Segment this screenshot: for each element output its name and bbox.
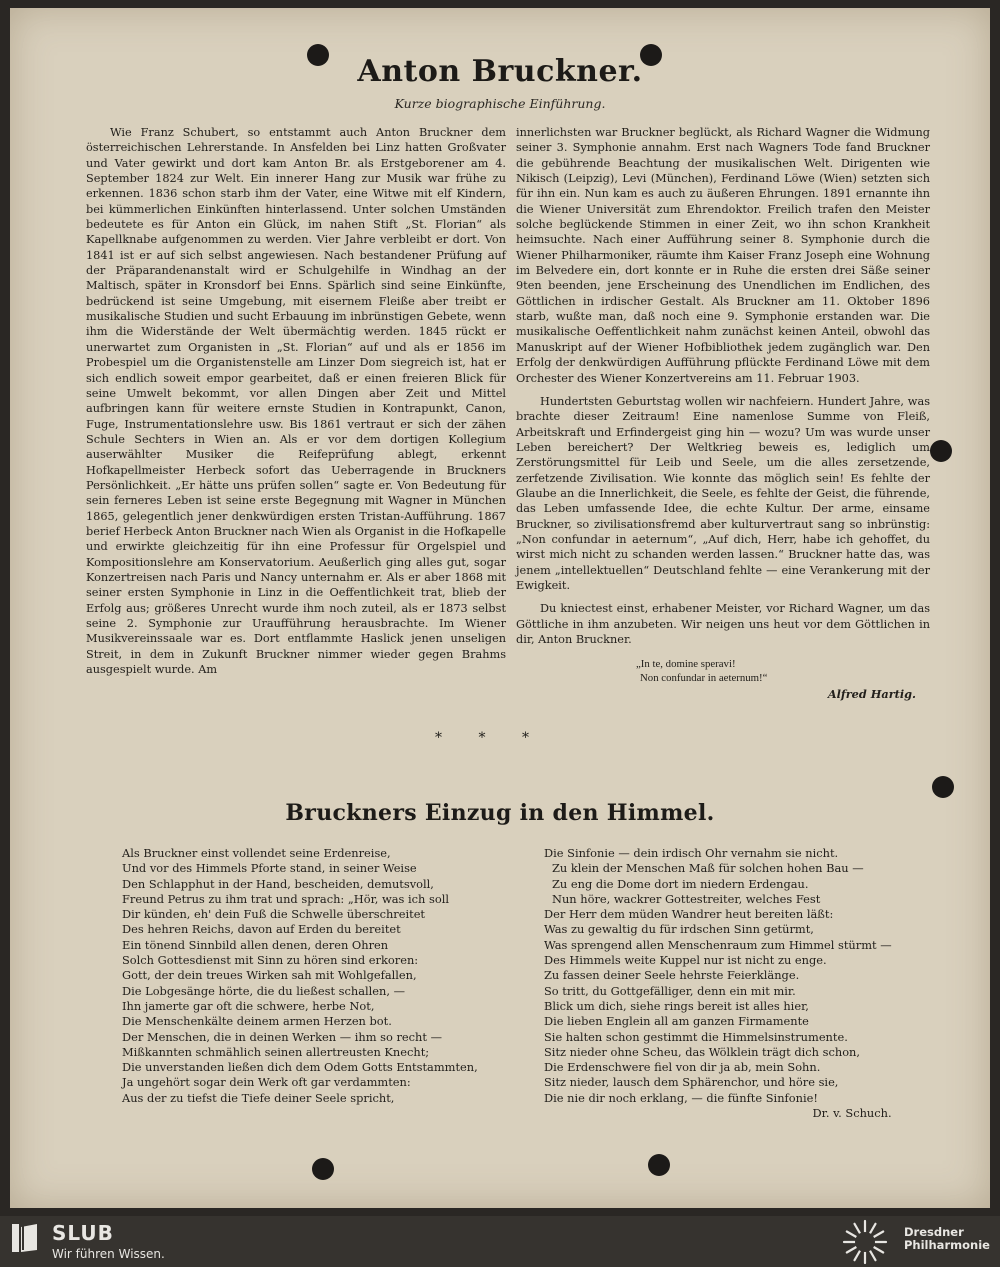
article-right-column bbox=[516, 125, 930, 703]
poem-line: Die unverstanden ließen dich dem Odem Gotts Entstammten, bbox=[122, 1060, 478, 1075]
partner-name-line: Dresdner bbox=[904, 1225, 964, 1239]
author-signature: Alfred Hartig. bbox=[827, 687, 916, 702]
poem-line: Zu eng die Dome dort im niedern Erdengau. bbox=[552, 876, 809, 891]
poem-line: Zu klein der Menschen Maß für solchen hohen Bau — bbox=[552, 861, 864, 876]
library-name[interactable]: SLUB bbox=[52, 1221, 114, 1245]
philharmonie-sunburst-icon[interactable] bbox=[842, 1219, 888, 1265]
poem-line: Ihn jamerte gar oft die schwere, herbe Not, bbox=[122, 998, 375, 1013]
poem-line: Die Menschenkälte deinem armen Herzen bot. bbox=[122, 1014, 392, 1029]
library-tagline: Wir führen Wissen. bbox=[52, 1247, 165, 1261]
article-paragraph: Hundertsten Geburtstag wollen wir nachfeiern. Hundert Jahre, was brachte dieser Zeitraum! Eine namenlose Summe von Fleiß, Arbeitskraft und Erfindergeist ging hin — wozu? Um was wurde unser Leben bereichert? Der Weltkrieg beweis es, lediglich um Zerstörungsmittel für Leib und Seele, um die alles zersetzende, zerfetzende Zivilisation. Wie konnte das möglich sein! Es fehlte der Glaube an die Innerlichkeit, die Seele, es fehlte der Geist, die führende, das Leben umfassende Idee, die echte Kultur. Der arme, einsame Bruckner, so zivilisationsfremd aber kulturvertraut sang so inbrünstig: „Non confundar in aeternum“, „Auf dich, Herr, habe ich gehoffet, du wirst mich nicht zu schanden werden lassen.“ Bruckner hatte das, was jenem „intellektuellen“ Deutschland fehlte — eine Verankerung mit der Ewigkeit. bbox=[516, 394, 930, 592]
punch-hole bbox=[932, 776, 954, 798]
poem-line: Die Erdenschwere fiel von dir ja ab, mein Sohn. bbox=[544, 1060, 821, 1075]
poem-line: Gott, der dein treues Wirken sah mit Wohlgefallen, bbox=[122, 968, 417, 983]
poem-line: Sitz nieder ohne Scheu, das Wölklein trägt dich schon, bbox=[544, 1044, 861, 1059]
poem-left-column bbox=[122, 846, 478, 1106]
partner-name[interactable] bbox=[904, 1226, 990, 1252]
poem-line: Freund Petrus zu ihm trat und sprach: „Hör, was ich soll bbox=[122, 891, 449, 906]
article-paragraph: innerlichsten war Bruckner beglückt, als Richard Wagner die Widmung seiner 3. Symphonie annahm. Erst nach Wagners Tode fand Bruckner die gebührende Beachtung der musikalischen Welt. Dirigenten wie Nikisch (Leipzig), Levi (München), Ferdinand Löwe (Wien) setzten sich für ihn ein. Nun kam es auch zu äußeren Ehrungen. 1891 ernannte ihn die Wiener Universität zum Ehrendoktor. Freilich trafen den Meister solche beglückende Stimmen in einer Zeit, wo ihn schon Krankheit heimsuchte. Nach einer Aufführung seiner 8. Symphonie durch die Wiener Philharmoniker, räumte ihm Kaiser Franz Joseph eine Wohnung im Belvedere ein, dort konnte er in Ruhe die ersten drei Säße seiner 9ten beenden, jene Erscheinung des Unendlichen im Endlichen, des Göttlichen in irdischer Gestalt. Als Bruckner am 11. Oktober 1896 starb, wußte man, daß noch eine 9. Symphonie erstanden war. Die musikalische Oeffentlichkeit nahm zunächst keinen Anteil, obwohl das Manuskript auf der Wiener Hofbibliothek jedem zugänglich war. Den Erfolg der denkwürdigen Aufführung pflückte Ferdinand Löwe mit dem Orchester des Wiener Konzertvereins am 11. Februar 1903. bbox=[516, 126, 930, 385]
punch-hole bbox=[648, 1154, 670, 1176]
poem-author: Dr. v. Schuch. bbox=[812, 1106, 892, 1121]
poem-line: Ja ungehört sogar dein Werk oft gar verdammten: bbox=[122, 1075, 411, 1090]
poem-line: Die nie dir noch erklang, — die fünfte Sinfonie! bbox=[544, 1090, 818, 1105]
footer-bar bbox=[0, 1216, 1000, 1267]
punch-hole bbox=[312, 1158, 334, 1180]
poem-line: Ein tönend Sinnbild allen denen, deren Ohren bbox=[122, 937, 389, 952]
poem-line: Die Sinfonie — dein irdisch Ohr vernahm sie nicht. bbox=[544, 846, 839, 860]
section-separator: * * * bbox=[435, 730, 545, 746]
poem-line: Nun höre, wackrer Gottestreiter, welches Fest bbox=[552, 891, 821, 906]
poem-title: Bruckners Einzug in den Himmel. bbox=[285, 800, 715, 826]
poem-right-column bbox=[544, 846, 892, 1121]
poem-line: Mißkannten schmählich seinen allertreusten Knecht; bbox=[122, 1044, 430, 1059]
latin-quote bbox=[636, 657, 930, 685]
poem-line: Die lieben Englein all am ganzen Firmamente bbox=[544, 1014, 809, 1029]
poem-line: Der Menschen, die in deinen Werken — ihm so recht — bbox=[122, 1029, 442, 1044]
poem-line: Solch Gottesdienst mit Sinn zu hören sind erkoren: bbox=[122, 953, 419, 968]
article-paragraph: Du kniectest einst, erhabener Meister, vor Richard Wagner, um das Göttliche in ihm anzubeten. Wir neigen uns heut vor dem Göttlichen in dir, Anton Bruckner. bbox=[516, 602, 930, 646]
poem-line: Der Herr dem müden Wandrer heut bereiten läßt: bbox=[544, 907, 834, 922]
poem-line: Und vor des Himmels Pforte stand, in seiner Weise bbox=[122, 861, 417, 876]
poem-line: Des Himmels weite Kuppel nur ist nicht zu enge. bbox=[544, 953, 827, 968]
poem-line: Den Schlapphut in der Hand, bescheiden, demutsvoll, bbox=[122, 876, 434, 891]
poem-line: Blick um dich, siehe rings bereit ist alles hier, bbox=[544, 998, 809, 1013]
poem-line: Sitz nieder, lausch dem Sphärenchor, und höre sie, bbox=[544, 1075, 839, 1090]
quote-line: „In te, domine speravi! bbox=[636, 658, 736, 671]
article-paragraph: Wie Franz Schubert, so entstammt auch Anton Bruckner dem österreichischen Lehrerstande. In Ansfelden bei Linz hatten Großvater und Vater gewirkt und dort kam Anton Br. als Erstgeborener am 4. September 1824 zur Welt. Ein innerer Hang zur Musik war frühe zu erkennen. 1836 schon starb ihm der Vater, eine Witwe mit elf Kindern, bei kümmerlichen Einkünften hinterlassend. Unter solchen Umständen bedeutete es für Anton ein Glück, im nahen Stift „St. Florian“ als Kapellknabe aufgenommen zu werden. Vier Jahre verbleibt er dort. Von 1841 ist er auf sich selbst angewiesen. Nach bestandener Prüfung auf der Präparandenanstalt wird er Schulgehilfe in Windhag an der Maltisch, später in Kronsdorf bei Enns. Spärlich sind seine Einkünfte, bedrückend ist seine Umgebung, mit eisernem Fleiße aber treibt er musikalische Studien und sucht Erbauung im inbrünstigen Gebete, wenn ihm die Widerstände der Welt übermächtig werden. 1845 rückt er unerwartet zum Organisten in „St. Florian“ auf und als er 1856 im Probespiel um die Organistenstelle am Linzer Dom siegreich ist, hat er sich endlich soweit empor gearbeitet, daß er einen freieren Blick für seine Umwelt bekommt, vor allen Dingen aber Zeit und Mittel aufbringen kann für weitere ernste Studien in Kontrapunkt, Canon, Fuge, Instrumentationslehre usw. Bis 1861 vertraut er sich der zähen Schule Sechters in Wien an. Als er vor dem dortigen Kollegium auserwählter Musiker die Reifeprüfung ablegt, erkennt Hofkapellmeister Herbeck sofort das Ueberragende in Bruckners Persönlichkeit. „Er hätte uns prüfen sollen“ sagte er. Von Bedeutung für sein ferneres Leben ist seine erste Begegnung mit Wagner in München 1865, gelegentlich jener denkwürdigen ersten Tristan-Aufführung. 1867 berief Herbeck Anton Bruckner nach Wien als Organist in die Hofkapelle und erwirkte gleichzeitig für ihn eine Professur für Orgelspiel und Kompositionslehre am Konservatorium. Aeußerlich ging alles gut, sogar Konzertreisen nach Paris und Nancy unternahm er. Als er aber 1868 mit seiner ersten Symphonie in Linz in die Oeffentlichkeit trat, blieb der Erfolg aus; größeres Unrecht wurde ihm noch zuteil, als er 1873 selbst seine 2. Symphonie zur Uraufführung herausbrachte. Im Wiener Musikvereinssaale war es. Dort entflammte Haslick jenen unseligen Streit, in dem in Zukunft Bruckner nimmer wieder gegen Brahms ausgespielt wurde. Am bbox=[86, 126, 506, 677]
slub-book-icon[interactable] bbox=[12, 1224, 38, 1252]
document-page bbox=[10, 8, 990, 1208]
punch-hole bbox=[930, 440, 952, 462]
poem-line: Als Bruckner einst vollendet seine Erdenreise, bbox=[122, 846, 391, 860]
poem-line: Die Lobgesänge hörte, die du ließest schallen, — bbox=[122, 983, 406, 998]
partner-name-line: Philharmonie bbox=[904, 1238, 990, 1252]
poem-line: So tritt, du Gottgefälliger, denn ein mit mir. bbox=[544, 983, 796, 998]
poem-line: Des hehren Reichs, davon auf Erden du bereitet bbox=[122, 922, 401, 937]
poem-line: Was sprengend allen Menschenraum zum Himmel stürmt — bbox=[544, 937, 892, 952]
poem-line: Dir künden, eh' dein Fuß die Schwelle überschreitet bbox=[122, 907, 426, 922]
article-left-column bbox=[86, 125, 506, 677]
poem-line: Aus der zu tiefst die Tiefe deiner Seele spricht, bbox=[122, 1090, 395, 1105]
quote-line: Non confundar in aeternum!“ bbox=[640, 672, 768, 685]
poem-line: Zu fassen deiner Seele hehrste Feierklänge. bbox=[544, 968, 800, 983]
page-title: Anton Bruckner. bbox=[357, 54, 643, 89]
poem-line: Was zu gewaltig du für irdschen Sinn getürmt, bbox=[544, 922, 814, 937]
poem-line: Sie halten schon gestimmt die Himmelsinstrumente. bbox=[544, 1029, 848, 1044]
page-subtitle: Kurze biographische Einführung. bbox=[394, 96, 606, 111]
